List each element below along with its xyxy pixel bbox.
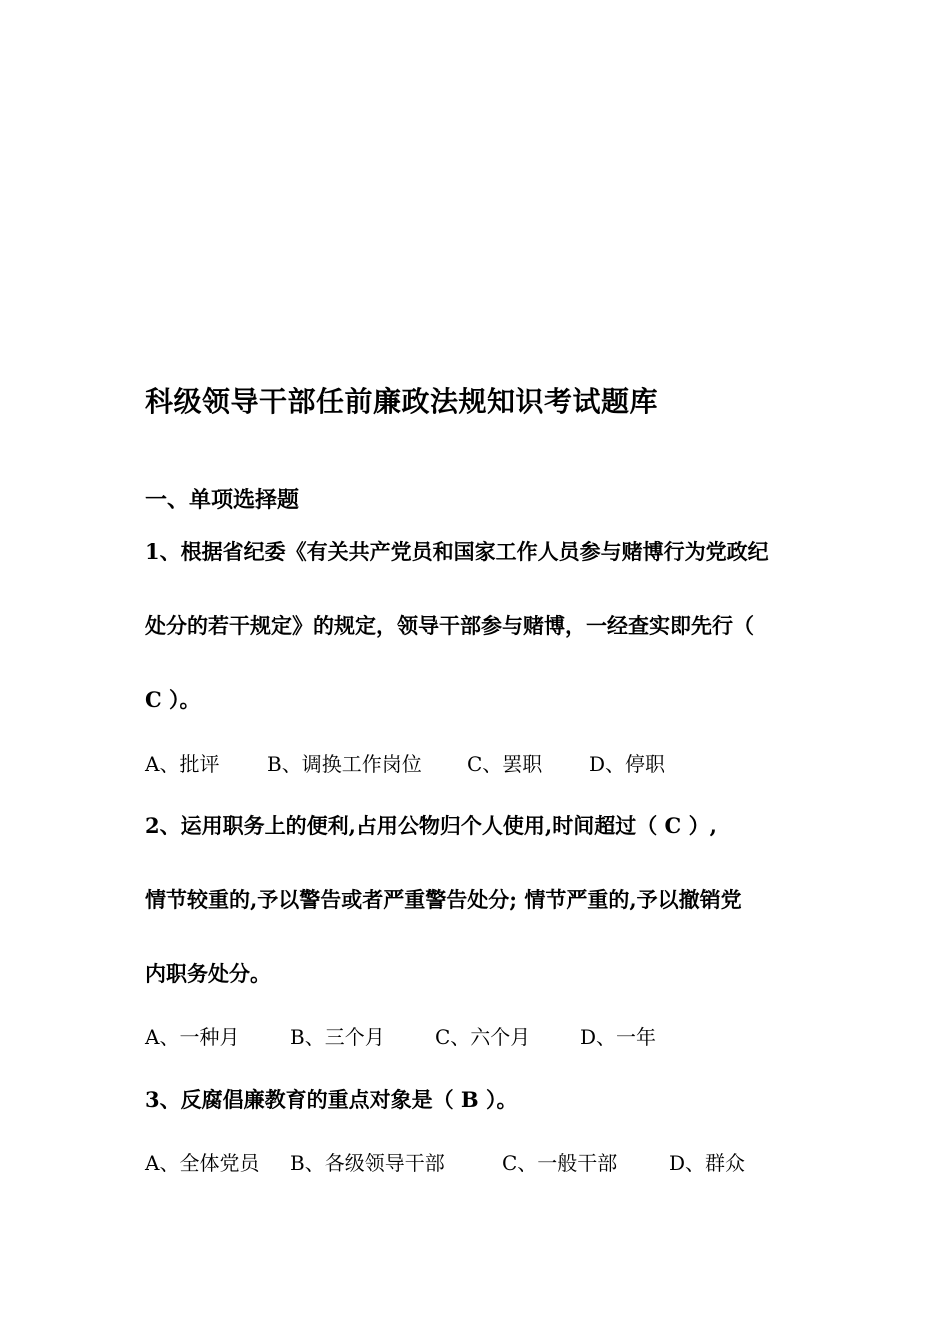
question-1-line-3: C ）。 — [145, 687, 201, 712]
question-1-line-2: 处分的若干规定》的规定，领导干部参与赌博，一经查实即先行（ — [145, 613, 754, 638]
question-3-option-b: B、各级领导干部 — [290, 1151, 445, 1175]
section-heading: 一、单项选择题 — [145, 487, 300, 513]
question-3-option-d: D、群众 — [669, 1151, 746, 1175]
question-1-line-1: 1、根据省纪委《有关共产党员和国家工作人员参与赌博行为党政纪 — [145, 539, 769, 564]
question-2-option-d: D、一年 — [580, 1025, 657, 1049]
question-1-option-a: A、批评 — [145, 752, 220, 776]
question-2-line-2: 情节较重的,予以警告或者严重警告处分; 情节严重的,予以撤销党 — [145, 887, 742, 912]
question-2-line-3: 内职务处分。 — [145, 961, 271, 986]
question-2-option-a: A、一种月 — [145, 1025, 240, 1049]
question-2-options — [145, 1021, 656, 1050]
document-title: 科级领导干部任前廉政法规知识考试题库 — [145, 385, 659, 418]
question-1-options — [145, 748, 665, 777]
question-3-option-c: C、一般干部 — [502, 1151, 618, 1175]
question-3-line-1: 3、反腐倡廉教育的重点对象是（ B ）。 — [145, 1087, 518, 1112]
question-1-option-b: B、调换工作岗位 — [267, 752, 422, 776]
question-1-option-d: D、停职 — [589, 752, 666, 776]
question-2-option-c: C、六个月 — [435, 1025, 531, 1049]
question-2-option-b: B、三个月 — [290, 1025, 385, 1049]
question-2-line-1: 2、运用职务上的便利,占用公物归个人使用,时间超过（ C ）, — [145, 813, 717, 838]
question-3-options — [145, 1147, 745, 1176]
question-3-option-a: A、全体党员 — [145, 1151, 260, 1175]
question-1-option-c: C、罢职 — [467, 752, 543, 776]
